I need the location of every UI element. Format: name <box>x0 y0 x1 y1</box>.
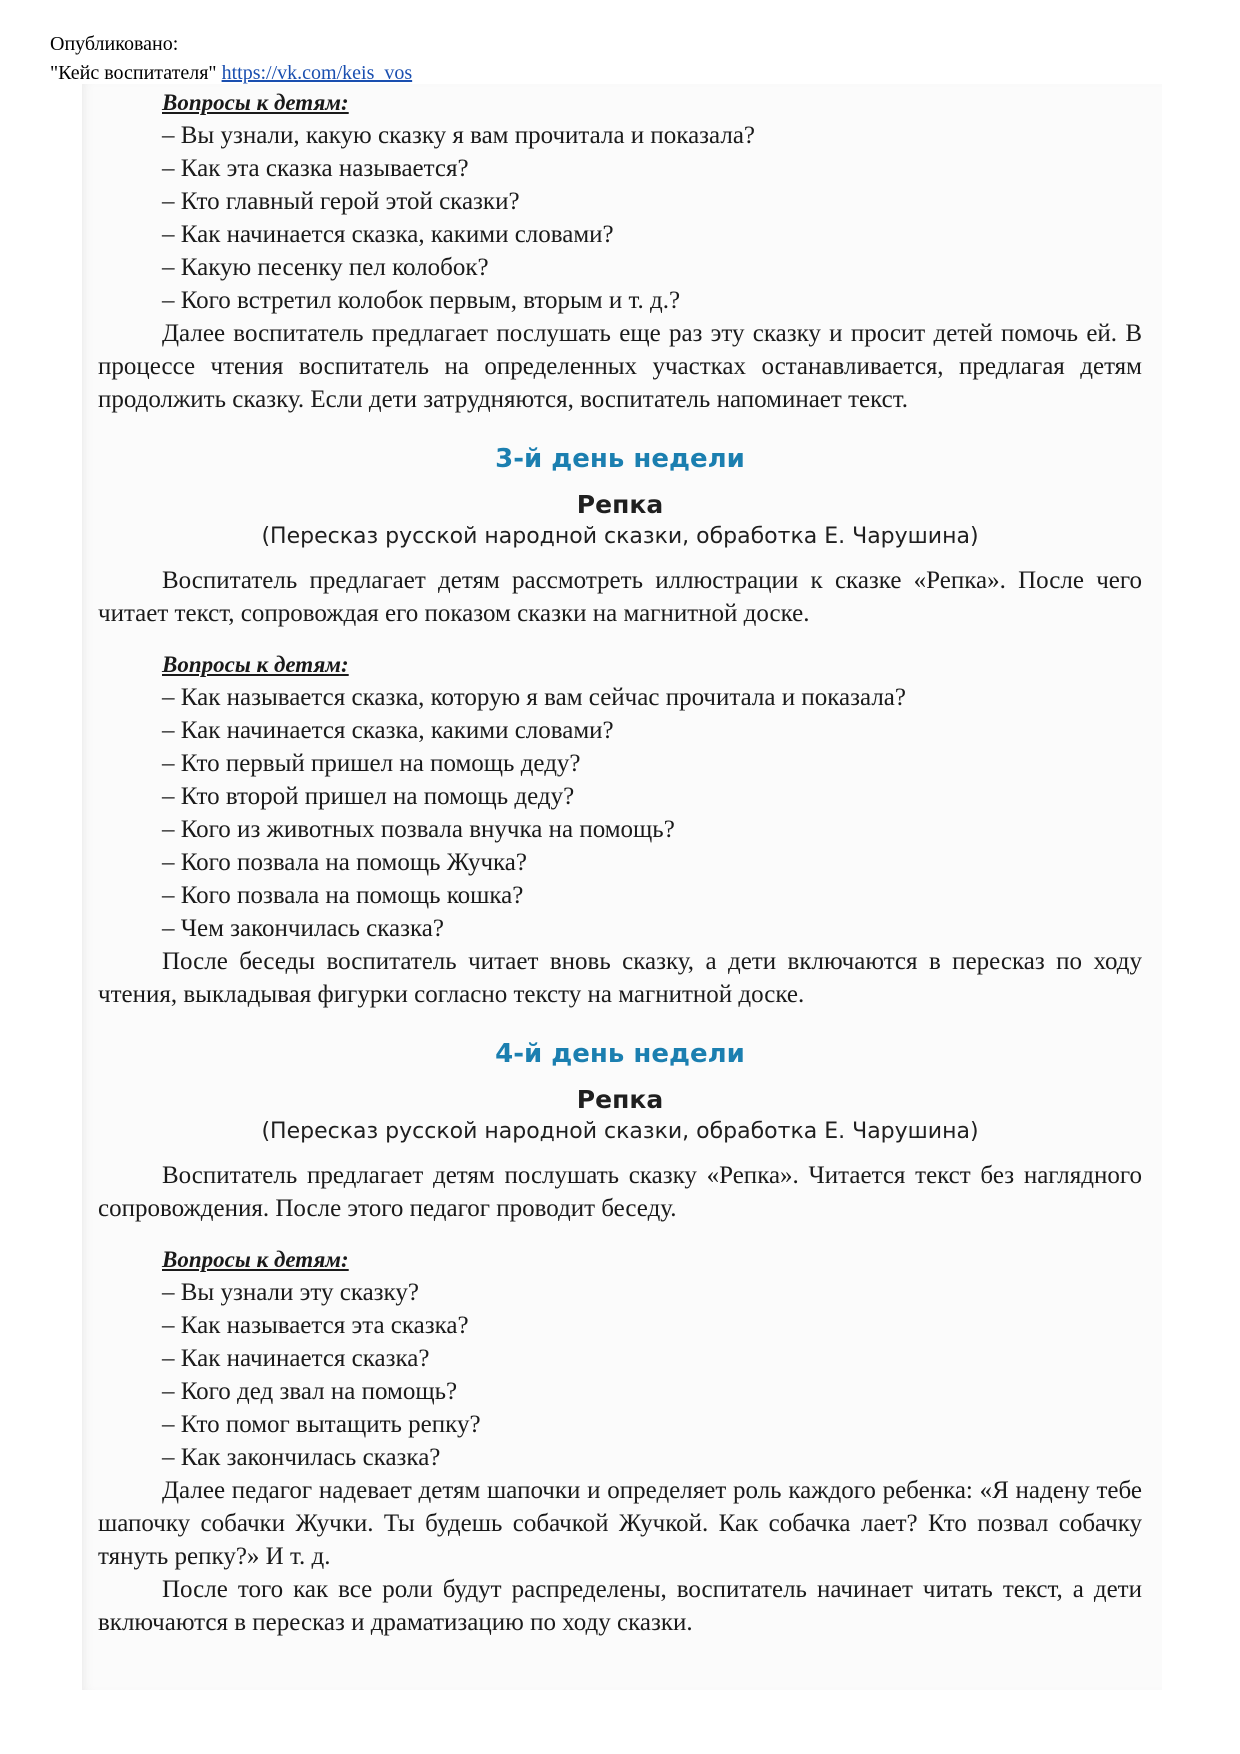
question-item: – Как эта сказка называется? <box>162 155 469 182</box>
question-item: – Как начинается сказка? <box>162 1345 430 1372</box>
paragraph: Воспитатель предлагает детям рассмотреть иллюстрации к сказке «Репка». После чего читает текст, сопровождая его показом сказки на магнитной доске. <box>98 567 1142 627</box>
question-item: – Кто второй пришел на помощь деду? <box>162 783 575 810</box>
question-item: – Кто помог вытащить репку? <box>162 1411 481 1438</box>
question-item: – Кого позвала на помощь Жучка? <box>162 849 527 876</box>
question-item: – Как называется сказка, которую я вам сейчас прочитала и показала? <box>162 684 906 711</box>
question-item: – Чем закончилась сказка? <box>162 915 444 942</box>
published-label: Опубликовано: <box>50 33 179 55</box>
questions-list <box>98 119 1142 317</box>
question-item: – Кто главный герой этой сказки? <box>162 188 520 215</box>
paragraph: Далее воспитатель предлагает послушать еще раз эту сказку и просит детей помочь ей. В процессе чтения воспитатель на определенных участках останавливается, предлагая детям продолжить сказку. Если дети затрудняются, воспитатель напоминает текст. <box>98 320 1142 413</box>
question-item: – Как начинается сказка, какими словами? <box>162 221 614 248</box>
publication-header <box>50 30 412 88</box>
paragraph: Далее педагог надевает детям шапочки и определяет роль каждого ребенка: «Я надену тебе шапочку собачки Жучки. Ты будешь собачкой Жучкой. Как собачка лает? Кто позвал собачку тянуть репку?» И т. д. <box>98 1477 1142 1570</box>
question-item: – Вы узнали эту сказку? <box>162 1279 419 1306</box>
paragraph: После того как все роли будут распределены, воспитатель начинает читать текст, а дети включаются в пересказ и драматизацию по ходу сказки. <box>98 1576 1142 1636</box>
question-item: – Какую песенку пел колобок? <box>162 254 489 281</box>
question-item: – Как называется эта сказка? <box>162 1312 469 1339</box>
question-item: – Кто первый пришел на помощь деду? <box>162 750 581 777</box>
questions-list <box>98 681 1142 945</box>
paragraph: После беседы воспитатель читает вновь сказку, а дети включаются в пересказ по ходу чтения, выкладывая фигурки согласно тексту на магнитной доске. <box>98 948 1142 1008</box>
questions-heading: Вопросы к детям: <box>162 90 349 115</box>
question-item: – Вы узнали, какую сказку я вам прочитала и показала? <box>162 122 756 149</box>
question-item: – Как начинается сказка, какими словами? <box>162 717 614 744</box>
day-heading: 3-й день недели <box>495 444 745 474</box>
story-title: Репка <box>576 490 664 519</box>
question-item: – Как закончилась сказка? <box>162 1444 441 1471</box>
question-item: – Кого встретил колобок первым, вторым и т. д.? <box>162 287 681 314</box>
question-item: – Кого позвала на помощь кошка? <box>162 882 524 909</box>
question-item: – Кого дед звал на помощь? <box>162 1378 458 1405</box>
source-name: "Кейс воспитателя" <box>50 62 217 84</box>
source-link[interactable]: https://vk.com/keis_vos <box>221 62 413 84</box>
questions-heading: Вопросы к детям: <box>162 652 349 677</box>
day-heading: 4-й день недели <box>495 1039 745 1069</box>
questions-list <box>98 1276 1142 1474</box>
question-item: – Кого из животных позвала внучка на помощь? <box>162 816 675 843</box>
story-subtitle: (Пересказ русской народной сказки, обработка Е. Чарушина) <box>261 524 979 549</box>
paragraph: Воспитатель предлагает детям послушать сказку «Репка». Читается текст без наглядного сопровождения. После этого педагог проводит беседу. <box>98 1162 1142 1222</box>
page-content <box>98 86 1142 1639</box>
story-subtitle: (Пересказ русской народной сказки, обработка Е. Чарушина) <box>261 1119 979 1144</box>
story-title: Репка <box>576 1085 664 1114</box>
questions-heading: Вопросы к детям: <box>162 1247 349 1272</box>
